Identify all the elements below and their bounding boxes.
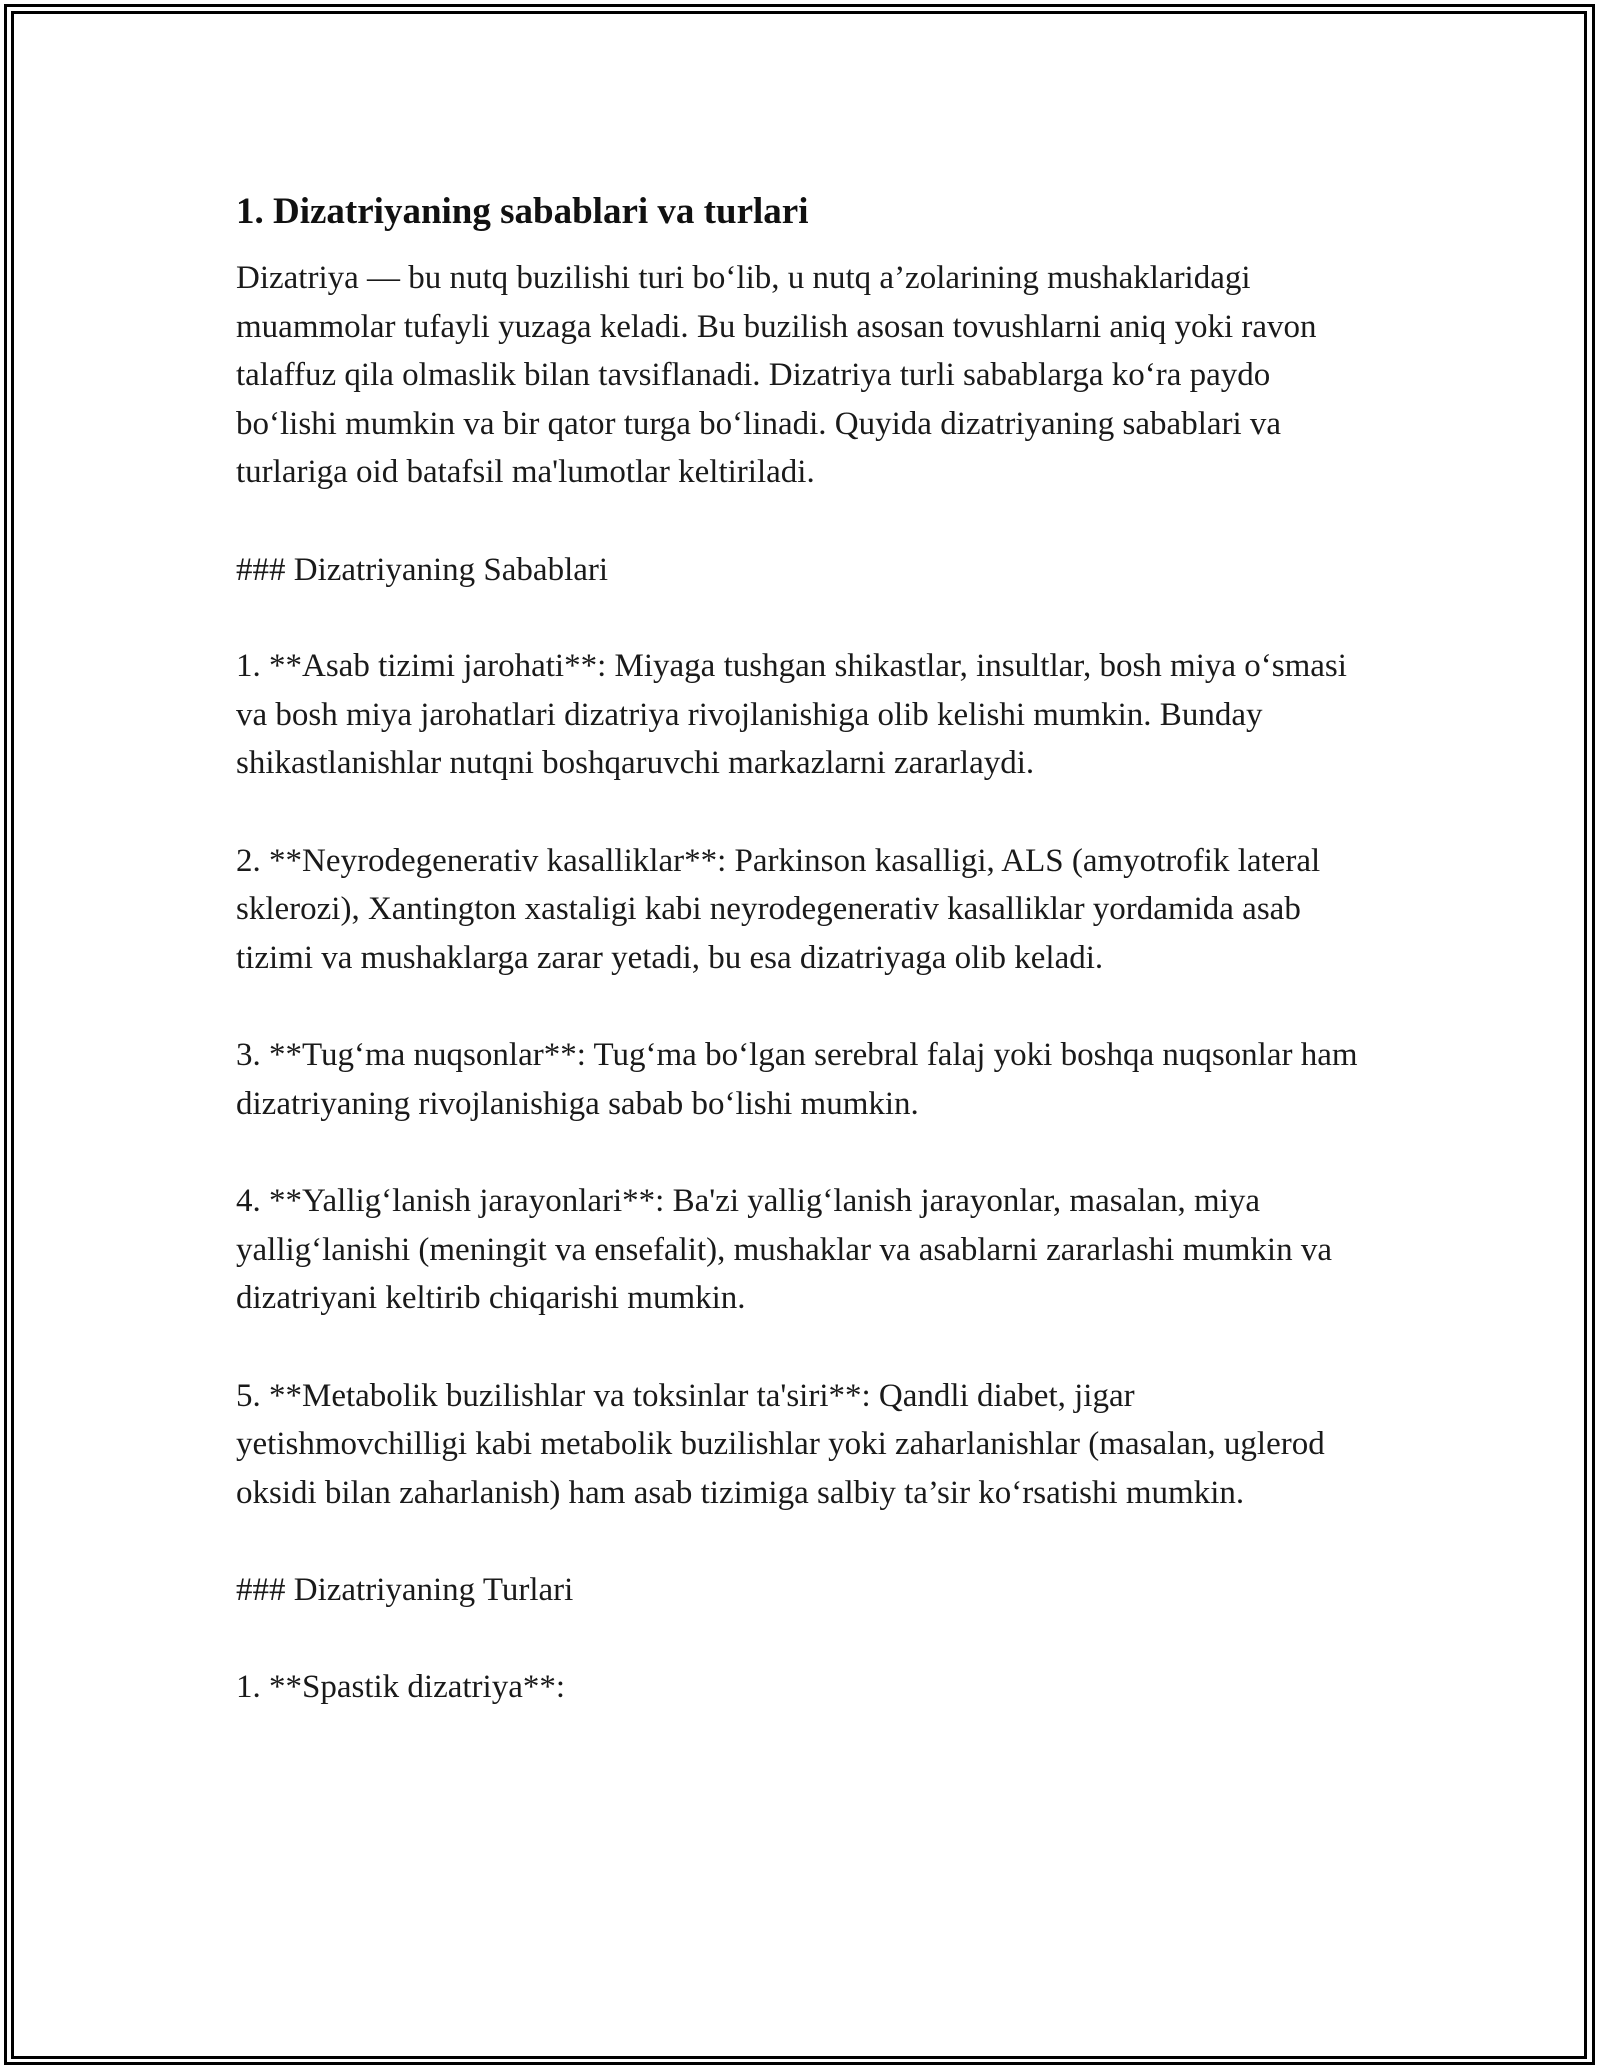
document-page	[236, 188, 1366, 1760]
type-item-1: 1. **Spastik dizatriya**:	[236, 1668, 566, 1705]
cause-item-4: 4. **Yallig‘lanish jarayonlari**: Ba'zi yallig‘lanish jarayonlar, masalan, miya yallig‘lanishi (meningit va ensefalit), mushaklar va asablarni zararlashi mumkin va dizatriyani keltirib chiqarishi mumkin.	[236, 1183, 1332, 1316]
cause-item-1: 1. **Asab tizimi jarohati**: Miyaga tushgan shikastlar, insultlar, bosh miya o‘smasi va bosh miya jarohatlari dizatriya rivojlanishiga olib kelishi mumkin. Bunday shikastlanishlar nutqni boshqaruvchi markazlarni zararlaydi.	[236, 648, 1347, 781]
causes-heading: ### Dizatriyaning Sabablari	[236, 551, 609, 588]
types-heading: ### Dizatriyaning Turlari	[236, 1572, 574, 1608]
intro-paragraph: Dizatriya — bu nutq buzilishi turi bo‘lib, u nutq a’zolarining mushaklaridagi muammolar tufayli yuzaga keladi. Bu buzilish asosan tovushlarni aniq yoki ravon talaffuz qila olmaslik bilan tavsiflanadi. Dizatriya turli sabablarga ko‘ra paydo bo‘lishi mumkin va bir qator turga bo‘linadi. Quyida dizatriyaning sabablari va turlariga oid batafsil ma'lumotlar keltiriladi.	[236, 260, 1317, 490]
document-title: 1. Dizatriyaning sabablari va turlari	[236, 191, 809, 232]
cause-item-5: 5. **Metabolik buzilishlar va toksinlar ta'siri**: Qandli diabet, jigar yetishmovchilligi kabi metabolik buzilishlar yoki zaharlanishlar (masalan, uglerod oksidi bilan zaharlanish) ham asab tizimiga salbiy ta’sir ko‘rsatishi mumkin.	[236, 1377, 1325, 1511]
cause-item-3: 3. **Tug‘ma nuqsonlar**: Tug‘ma bo‘lgan serebral falaj yoki boshqa nuqsonlar ham dizatriyaning rivojlanishiga sabab bo‘lishi mumkin.	[236, 1037, 1358, 1122]
cause-item-2: 2. **Neyrodegenerativ kasalliklar**: Parkinson kasalligi, ALS (amyotrofik lateral sklerozi), Xantington xastaligi kabi neyrodegenerativ kasalliklar yordamida asab tizimi va mushaklarga zarar yetadi, bu esa dizatriyaga olib keladi.	[236, 842, 1321, 976]
